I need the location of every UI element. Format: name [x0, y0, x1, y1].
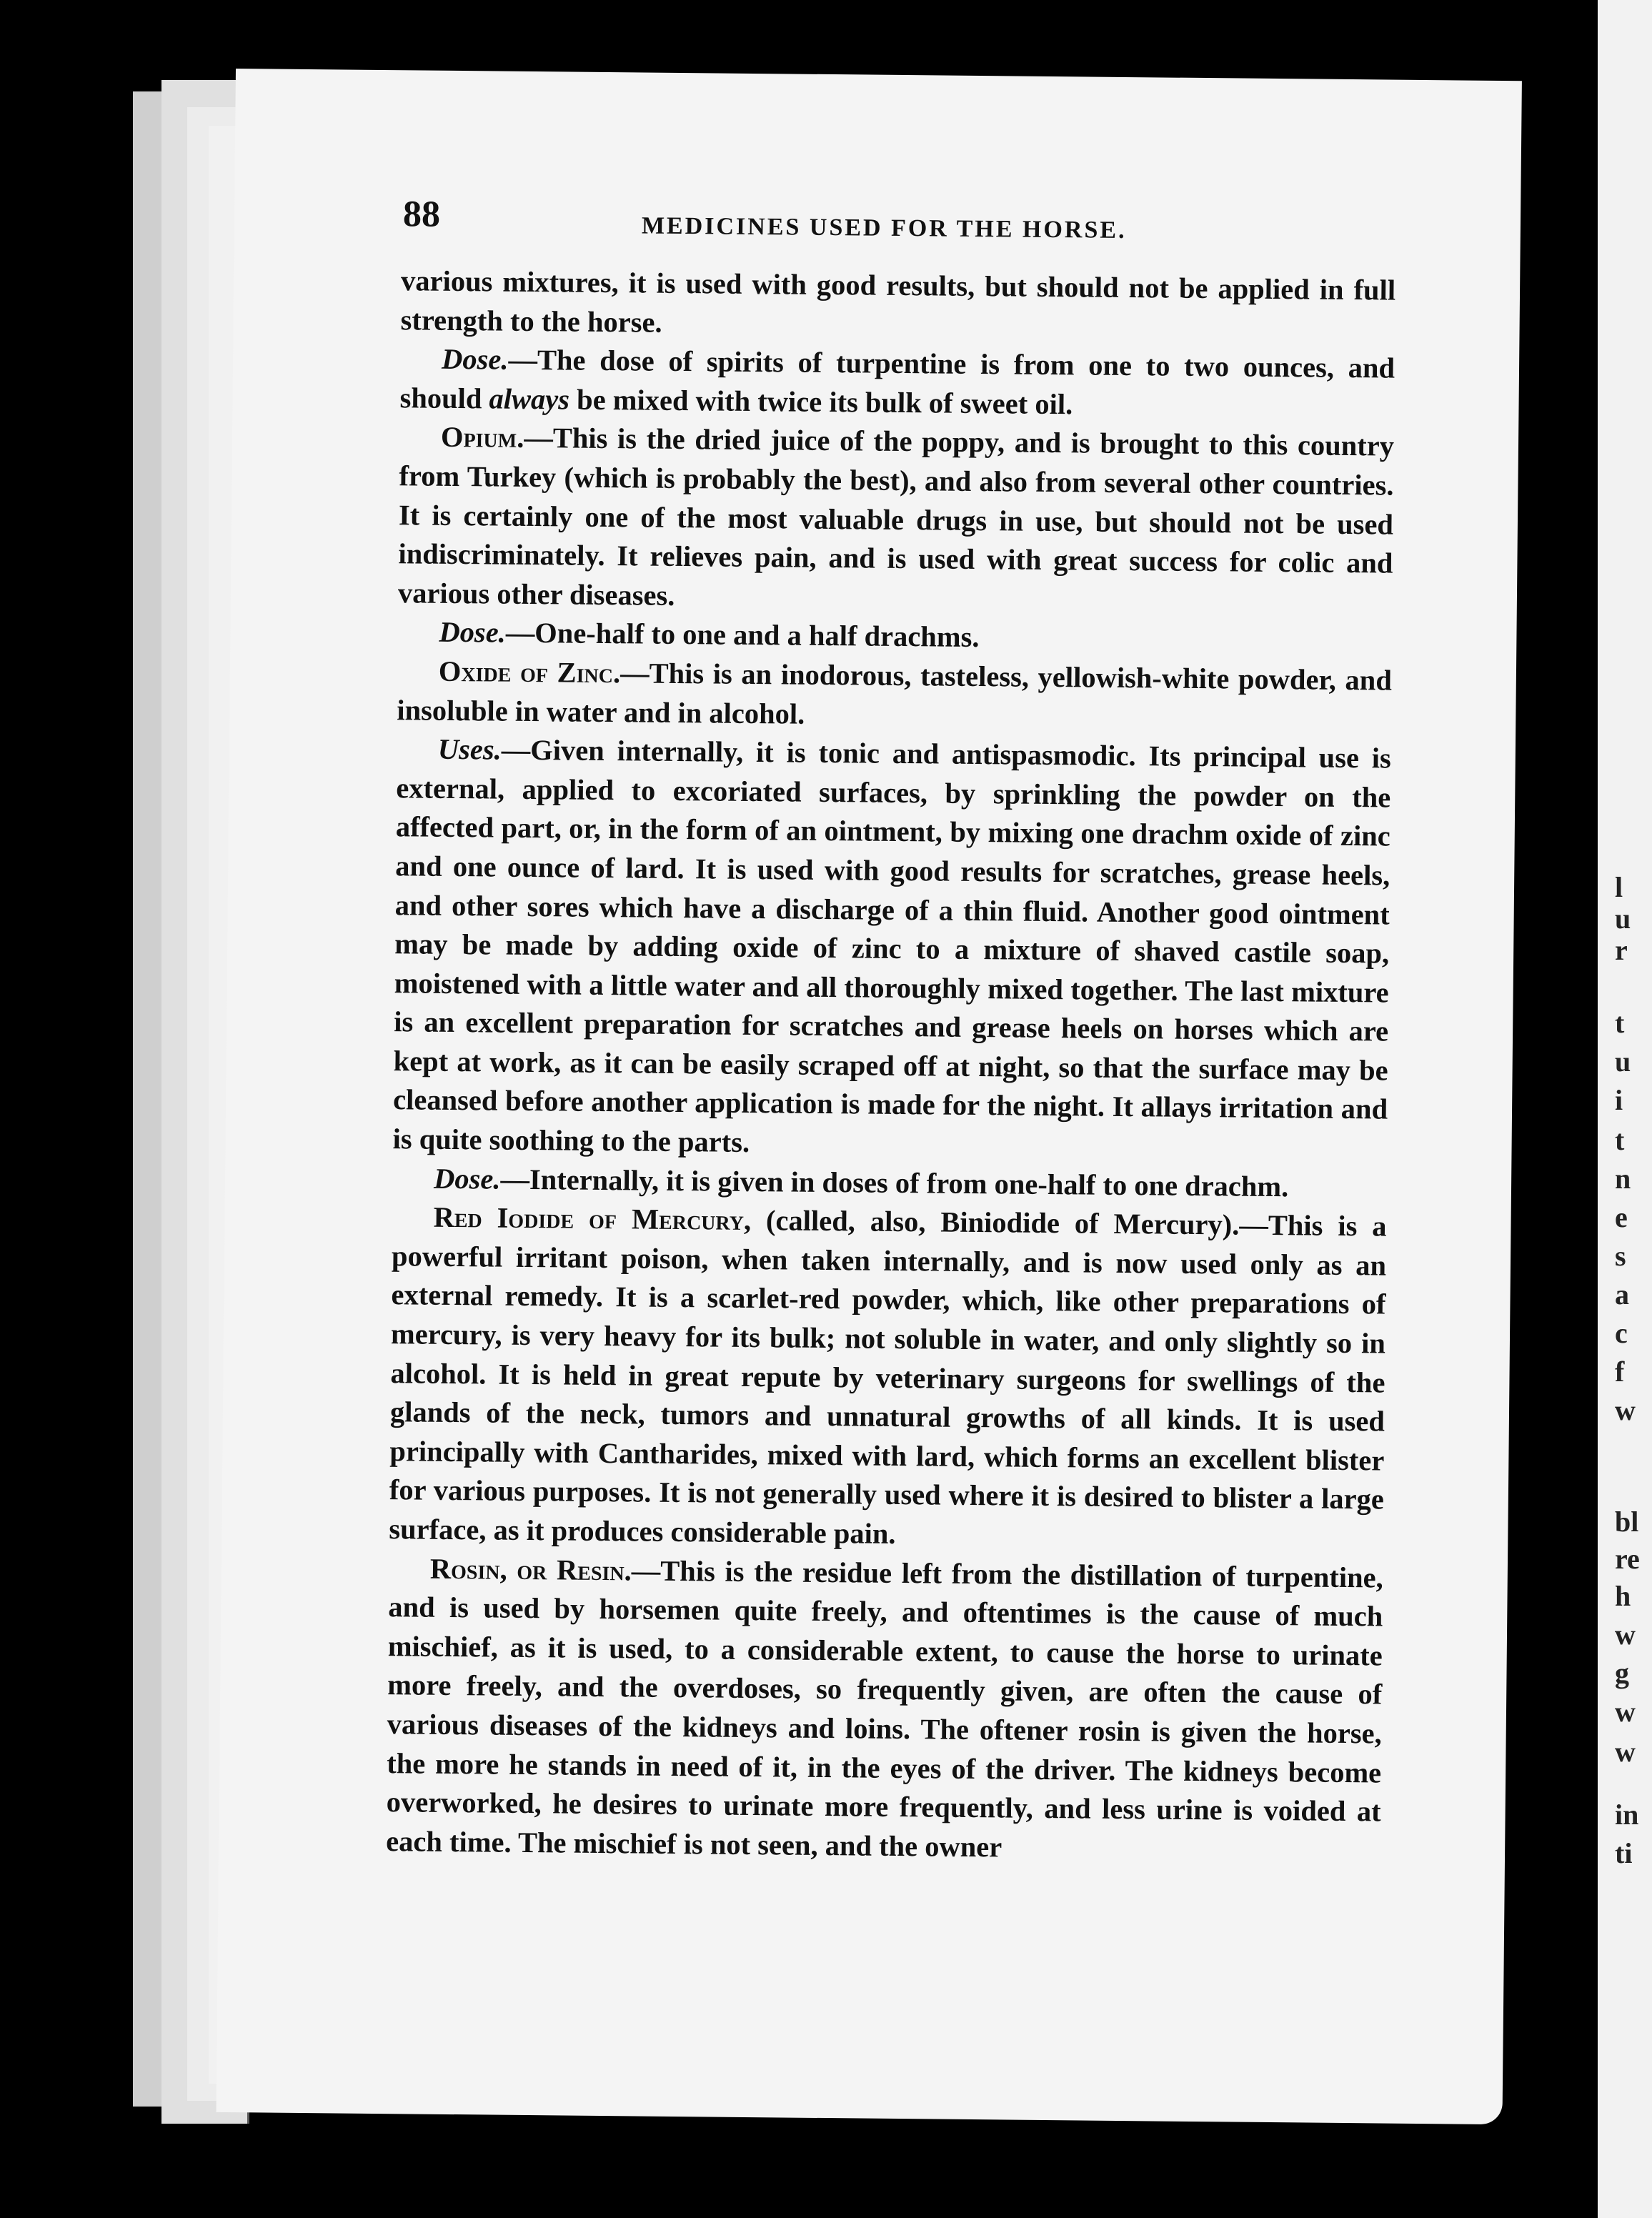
book-page [217, 69, 1522, 2124]
facing-fragment: w [1615, 1394, 1636, 1426]
facing-fragment: t [1615, 1124, 1625, 1156]
facing-fragment: r [1615, 934, 1628, 966]
paragraph [398, 418, 1395, 622]
facing-fragment: l [1615, 871, 1623, 903]
paragraph-text: —The dose of spirits of turpentine is from one to two ounces, and should [399, 343, 1395, 415]
facing-fragment: n [1615, 1163, 1631, 1195]
paragraph-text: —This is an inodorous, tasteless, yellowish-white powder, and insoluble in water and in alcohol. [397, 657, 1393, 730]
facing-fragment: g [1615, 1657, 1629, 1689]
facing-fragment: in [1615, 1799, 1639, 1831]
emphasis: always [489, 382, 570, 416]
facing-fragment: w [1615, 1736, 1636, 1768]
body-text [386, 262, 1395, 1871]
paragraph-text: —This is the residue left from the distillation of turpentine, and is used by horsemen quite freely, and oftentimes is the cause of much mischief, as it is used, to a considerable extent, to cause the horse to urinate more freely, and the overdoses, so frequently given, are often the cause of various diseases of the kidneys and loins. The oftener rosin is given the horse, the more he stands in need of it, in the eyes of the driver. The kidneys become overworked, he desires to urinate more frequently, and less urine is voided at each time. The mischief is not seen, and the owner [385, 1554, 1384, 1864]
running-head: MEDICINES USED FOR THE HORSE. [641, 212, 1127, 244]
facing-fragment: u [1615, 902, 1631, 935]
facing-fragment: h [1615, 1580, 1631, 1612]
paragraph [397, 652, 1392, 740]
facing-fragment: a [1615, 1278, 1629, 1311]
paragraph-heading: Red Iodide of Mercury, [433, 1200, 752, 1237]
facing-fragment: ti [1615, 1837, 1633, 1869]
facing-fragment: w [1615, 1618, 1636, 1651]
paragraph-text: be mixed with twice its bulk of sweet oil. [569, 383, 1073, 421]
facing-fragment: w [1615, 1696, 1636, 1728]
facing-fragment: s [1615, 1240, 1626, 1272]
facing-fragment: f [1615, 1356, 1625, 1388]
facing-fragment: re [1615, 1543, 1640, 1575]
facing-fragment: t [1615, 1007, 1625, 1039]
paragraph-text: various mixtures, it is used with good results, but should not be applied in full strength to the horse. [400, 264, 1396, 339]
paragraph-heading: Dose. [441, 342, 509, 376]
paragraph-text: —This is the dried juice of the poppy, and is brought to this country from Turkey (which is probably the best), and also from several other countries. It is certainly one of the most valuable drugs in use, but should not be used indiscriminately. It relieves pain, and is used with great success for colic and various other diseases. [397, 422, 1395, 612]
paragraph-text: —Internally, it is given in doses of from one-half to one drachm. [500, 1163, 1289, 1203]
paragraph-heading: Rosin, or Resin. [429, 1552, 632, 1587]
facing-fragment: bl [1615, 1506, 1639, 1538]
paragraph-text: (called, also, Biniodide of Mercury).—This is a powerful irritant poison, when taken internally, and is now used only as an external remedy. It is a scarlet-red powder, which, like other preparations of mercury, is very heavy for its bulk; not soluble in water, and only slightly so in alcohol. It is held in great repute by veterinary surgeons for swellings of the glands of the neck, tumors and unnatural growths of all kinds. It is used principally with Cantharides, mixed with lard, which forms an excellent blister for various purposes. It is not generally used where it is desired to blister a large surface, as it produces considerable pain. [389, 1204, 1387, 1550]
paragraph [400, 262, 1395, 349]
facing-fragment: u [1615, 1045, 1631, 1078]
paragraph-heading: Dose. [433, 1162, 501, 1195]
paragraph-heading: Uses. [437, 732, 502, 766]
paragraph [389, 1198, 1387, 1558]
paragraph-heading: Dose. [439, 616, 507, 650]
paragraph [386, 1549, 1383, 1871]
facing-page-sliver [1598, 0, 1652, 2218]
paragraph-text: —One-half to one and a half drachms. [505, 617, 980, 654]
facing-fragment: e [1615, 1201, 1628, 1233]
paragraph [399, 339, 1395, 427]
page-number: 88 [402, 194, 441, 235]
paragraph [392, 730, 1391, 1168]
paragraph-heading: Oxide of Zinc. [438, 655, 621, 690]
facing-fragment: c [1615, 1317, 1628, 1349]
facing-fragment: i [1615, 1084, 1623, 1116]
paragraph-heading: Opium. [440, 421, 524, 454]
paragraph-text: —Given internally, it is tonic and antispasmodic. Its principal use is external, applied to excoriated surfaces, by sprinkling the powder on the affected part, or, in the form of an ointment, by mixing one drachm oxide of zinc and one ounce of lard. It is used with good results for scratches, grease heels, and other sores which have a discharge of a thin fluid. Another good ointment may be made by adding oxide of zinc to a mixture of shaved castile soap, moistened with a little water and all thoroughly mixed together. The last mixture is an excellent preparation for scratches and grease heels on horses which are kept at work, as it can be easily scraped off at night, so that the surface may be cleansed before another application is made for the night. It allays irritation and is quite soothing to the parts. [392, 733, 1392, 1159]
